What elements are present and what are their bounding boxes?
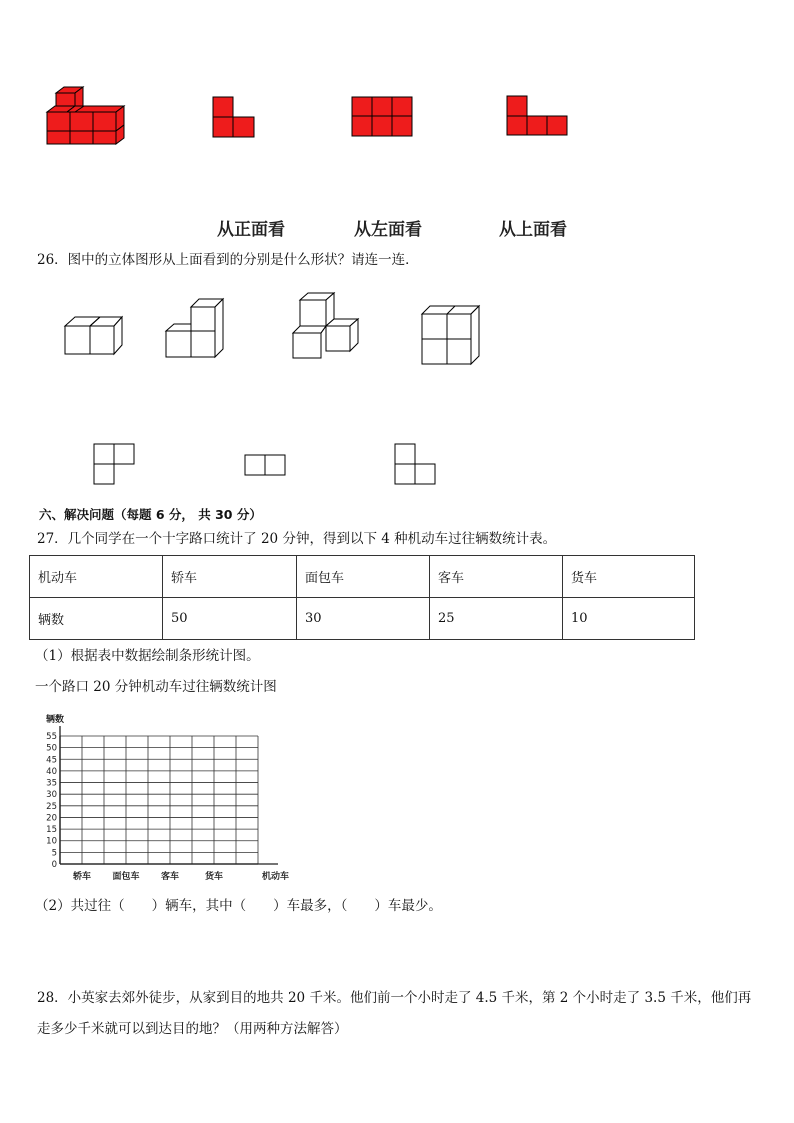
table-cell: 客车 (430, 556, 563, 598)
table-header-row (30, 556, 695, 598)
answer-shape-1[interactable] (92, 442, 136, 486)
table-cell: 机动车 (30, 556, 163, 598)
left-view-shape (351, 96, 413, 138)
q27-text: 27．几个同学在一个十字路口统计了 20 分钟，得到以下 4 种机动车过往辆数统计表。 (37, 531, 557, 547)
table-cell: 10 (563, 598, 695, 640)
table-cell: 面包车 (297, 556, 430, 598)
x-axis-label: 机动车 (262, 872, 290, 882)
y-tick-label: 50 (46, 743, 57, 754)
solid-a (63, 312, 125, 356)
y-tick-label: 5 (51, 848, 57, 859)
bar-chart (30, 708, 300, 884)
table-cell: 25 (430, 598, 563, 640)
q28-line1: 28．小英家去郊外徒步，从家到目的地共 20 千米。他们前一个小时走了 4.5 千米，第 2 个小时走了 3.5 千米，他们再 (37, 990, 752, 1006)
y-tick-label: 55 (46, 732, 57, 742)
table-cell: 30 (297, 598, 430, 640)
q27-part1: （1）根据表中数据绘制条形统计图。 (35, 648, 260, 664)
answer-shape-3[interactable] (393, 442, 437, 486)
chart-title: 一个路口 20 分钟机动车过往辆数统计图 (35, 679, 277, 695)
table-cell: 辆数 (30, 598, 163, 640)
solid-b (164, 297, 226, 359)
table-cell: 货车 (563, 556, 695, 598)
view-label-front: 从正面看 (217, 220, 285, 240)
table-row (30, 598, 695, 640)
y-axis-label: 辆数 (46, 715, 65, 725)
view-label-left: 从左面看 (354, 220, 422, 240)
x-category-label: 面包车 (112, 872, 140, 882)
view-label-top: 从上面看 (499, 220, 567, 240)
x-category-label: 客车 (160, 872, 180, 882)
x-category-label: 货车 (204, 872, 224, 882)
y-tick-label: 45 (46, 755, 57, 766)
section-title: 六、解决问题（每题 6 分， 共 30 分） (39, 507, 262, 522)
y-tick-label: 0 (51, 860, 57, 870)
solid-figure (44, 86, 126, 146)
table-cell: 轿车 (163, 556, 297, 598)
front-view-shape (212, 96, 256, 140)
y-tick-label: 25 (46, 801, 57, 812)
solid-c (290, 291, 362, 361)
y-tick-label: 20 (46, 813, 57, 824)
top-view-shape (506, 95, 568, 137)
q26-text: 26．图中的立体图形从上面看到的分别是什么形状？请连一连． (37, 252, 419, 268)
y-tick-label: 15 (46, 825, 57, 836)
y-tick-label: 30 (46, 790, 57, 801)
solid-d (420, 304, 482, 366)
q28-line2: 走多少千米就可以到达目的地？（用两种方法解答） (37, 1021, 348, 1037)
q27-part2[interactable]: （2）共过往（ ）辆车，其中（ ）车最多，（ ）车最少。 (35, 898, 442, 914)
y-tick-label: 40 (46, 766, 57, 777)
y-tick-label: 10 (46, 836, 57, 847)
table-cell: 50 (163, 598, 297, 640)
y-tick-label: 35 (46, 778, 57, 789)
answer-shape-2[interactable] (243, 453, 287, 477)
x-category-label: 轿车 (72, 872, 92, 882)
vehicle-count-table (29, 555, 695, 640)
